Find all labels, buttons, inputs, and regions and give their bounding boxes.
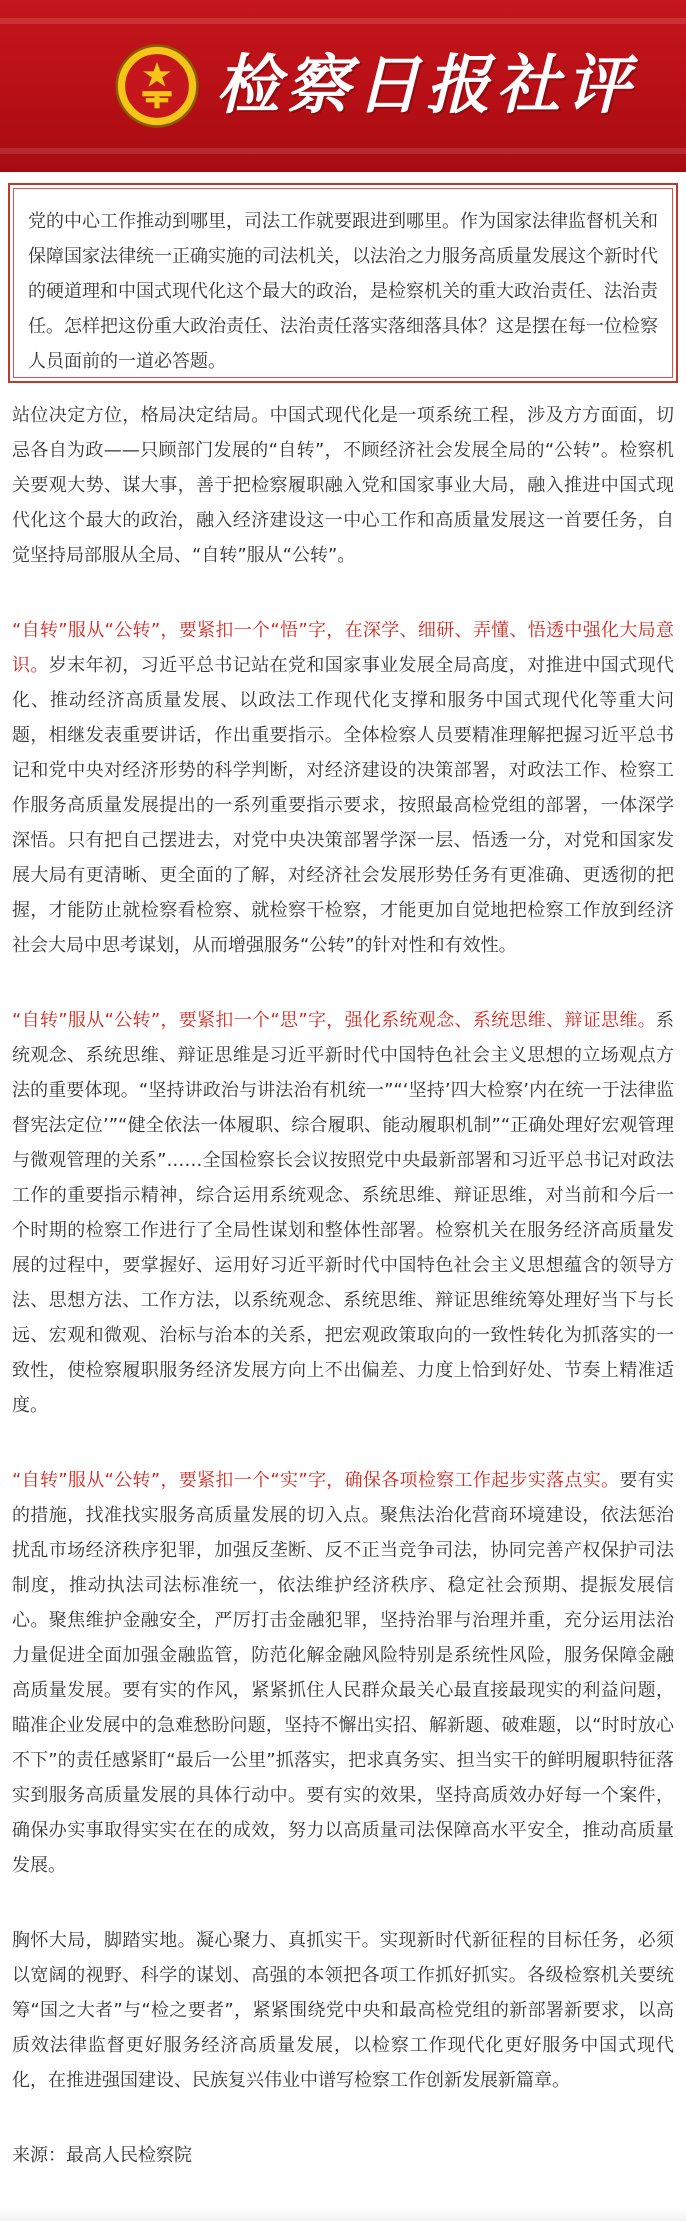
paragraph-text: 系统观念、系统思维、辩证思维是习近平新时代中国特色社会主义思想的立场观点方法的重要体现。“坚持讲政治与讲法治有机统一”“‘坚持’四大检察’内在统一于法律监督宪法定位’”“健全依法一体履职、综合履职、能动履职机制”“正确处理好宏观管理与微观管理的关系”……全国检察长会议按照党中央最新部署和习近平总书记对政法工作的重要指示精神，综合运用系统观念、系统思维、辩证思维，对当前和今后一个时期的检察工作进行了全局性谋划和整体性部署。检察机关在服务经济高质量发展的过程中，要掌握好、运用好习近平新时代中国特色社会主义思想蕴含的领导方法、思想方法、工作方法，以系统观念、系统思维、辩证思维统筹处理好当下与长远、宏观和微观、治标与治本的关系，把宏观政策取向的一致性转化为抓落实的一致性，使检察履职服务经济发展方向上不出偏差、力度上恰到好处、节奏上精准适度。 xyxy=(12,1010,674,1416)
banner-stripe xyxy=(0,18,686,24)
paragraph-text: 站位决定方位，格局决定结局。中国式现代化是一项系统工程，涉及方方面面，切忌各自为政——只顾部门发展的“自转”，不顾经济社会发展全局的“公转”。检察机关要观大势、谋大事，善于把检察履职融入党和国家事业大局，融入推进中国式现代化这个最大的政治，融入经济建设这一中心工作和高质量发展这一首要任务，自觉坚持局部服从全局、“自转”服从“公转”。 xyxy=(12,405,674,566)
article-body xyxy=(12,398,674,2173)
paragraph-text: 岁末年初，习近平总书记站在党和国家事业发展全局高度，对推进中国式现代化、推动经济高质量发展、以政法工作现代化支撑和服务中国式现代化等重大问题，相继发表重要讲话，作出重要指示。全体检察人员要精准理解把握习近平总书记和党中央对经济形势的科学判断，对经济建设的决策部署，对政法工作、检察工作服务高质量发展提出的一系列重要指示要求，按照最高检党组的部署，一体深学深悟。只有把自己摆进去，对党中央决策部署学深一层、悟透一分，对党和国家发展大局有更清晰、更全面的了解，对经济社会发展形势任务有更准确、更透彻的把握，才能防止就检察看检察、就检察干检察，才能更加自觉地把检察工作放到经济社会大局中思考谋划，从而增强服务“公转”的针对性和有效性。 xyxy=(12,655,675,956)
paragraph-text: 胸怀大局，脚踏实地。凝心聚力、真抓实干。实现新时代新征程的目标任务，必须以宽阔的视野、科学的谋划、高强的本领把各项工作抓好抓实。各级检察机关要统筹“国之大者”与“检之要者”，紧紧围绕党中央和最高检党组的新部署新要求，以高质效法律监督更好服务经济高质量发展，以检察工作现代化更好服务中国式现代化，在推进强国建设、民族复兴伟业中谱写检察工作创新发展新篇章。 xyxy=(12,1930,674,2091)
procuratorate-emblem-icon xyxy=(114,43,200,129)
masthead-title: 检察日报社评 xyxy=(216,48,636,123)
intro-box xyxy=(8,183,678,383)
banner-stripe xyxy=(0,148,686,154)
bottom-bar xyxy=(0,2208,686,2221)
paragraph-3 xyxy=(12,1003,674,1423)
paragraph-lead: “自转”服从“公转”，要紧扣一个“思”字，强化系统观念、系统思维、辩证思维。 xyxy=(12,1010,656,1031)
paragraph-text: 要有实的措施，找准找实服务高质量发展的切入点。聚焦法治化营商环境建设，依法惩治扰乱市场经济秩序犯罪，加强反垄断、反不正当竞争司法，协同完善产权保护司法制度，推动执法司法标准统一，依法维护经济秩序、稳定社会预期、提振发展信心。聚焦维护金融安全，严厉打击金融犯罪，坚持治罪与治理并重，充分运用法治力量促进全面加强金融监管，防范化解金融风险特别是系统性风险，服务保障金融高质量发展。要有实的作风，紧紧抓住人民群众最关心最直接最现实的利益问题，瞄准企业发展中的急难愁盼问题，坚持不懈出实招、解新题、破难题，以“时时放心不下”的责任感紧盯“最后一公里”抓落实，把求真务实、担当实干的鲜明履职特征落实到服务高质量发展的具体行动中。要有实的效果，坚持高质效办好每一个案件，确保办实事取得实实在在的成效，努力以高质量司法保障高水平安全，推动高质量发展。 xyxy=(12,1470,675,1876)
paragraph-4 xyxy=(12,1463,674,1883)
paragraph-lead: “自转”服从“公转”，要紧扣一个“实”字，确保各项检察工作起步实落点实。 xyxy=(12,1470,620,1491)
paragraph-2 xyxy=(12,613,674,963)
paragraph-5 xyxy=(12,1923,674,2098)
paragraph-lead: “自转”服从“公转”，要紧扣一个“悟”字，在深学、细研、弄懂、悟透中强化大局意识。 xyxy=(12,620,674,676)
source-line: 来源：最高人民检察院 xyxy=(12,2145,192,2166)
header-banner xyxy=(0,0,686,172)
paragraph-1 xyxy=(12,398,674,573)
intro-text: 党的中心工作推动到哪里，司法工作就要跟进到哪里。作为国家法律监督机关和保障国家法律统一正确实施的司法机关，以法治之力服务高质量发展这个新时代的硬道理和中国式现代化这个最大的政治，是检察机关的重大政治责任、法治责任。怎样把这份重大政治责任、法治责任落实落细落具体？这是摆在每一位检察人员面前的一道必答题。 xyxy=(13,188,673,378)
